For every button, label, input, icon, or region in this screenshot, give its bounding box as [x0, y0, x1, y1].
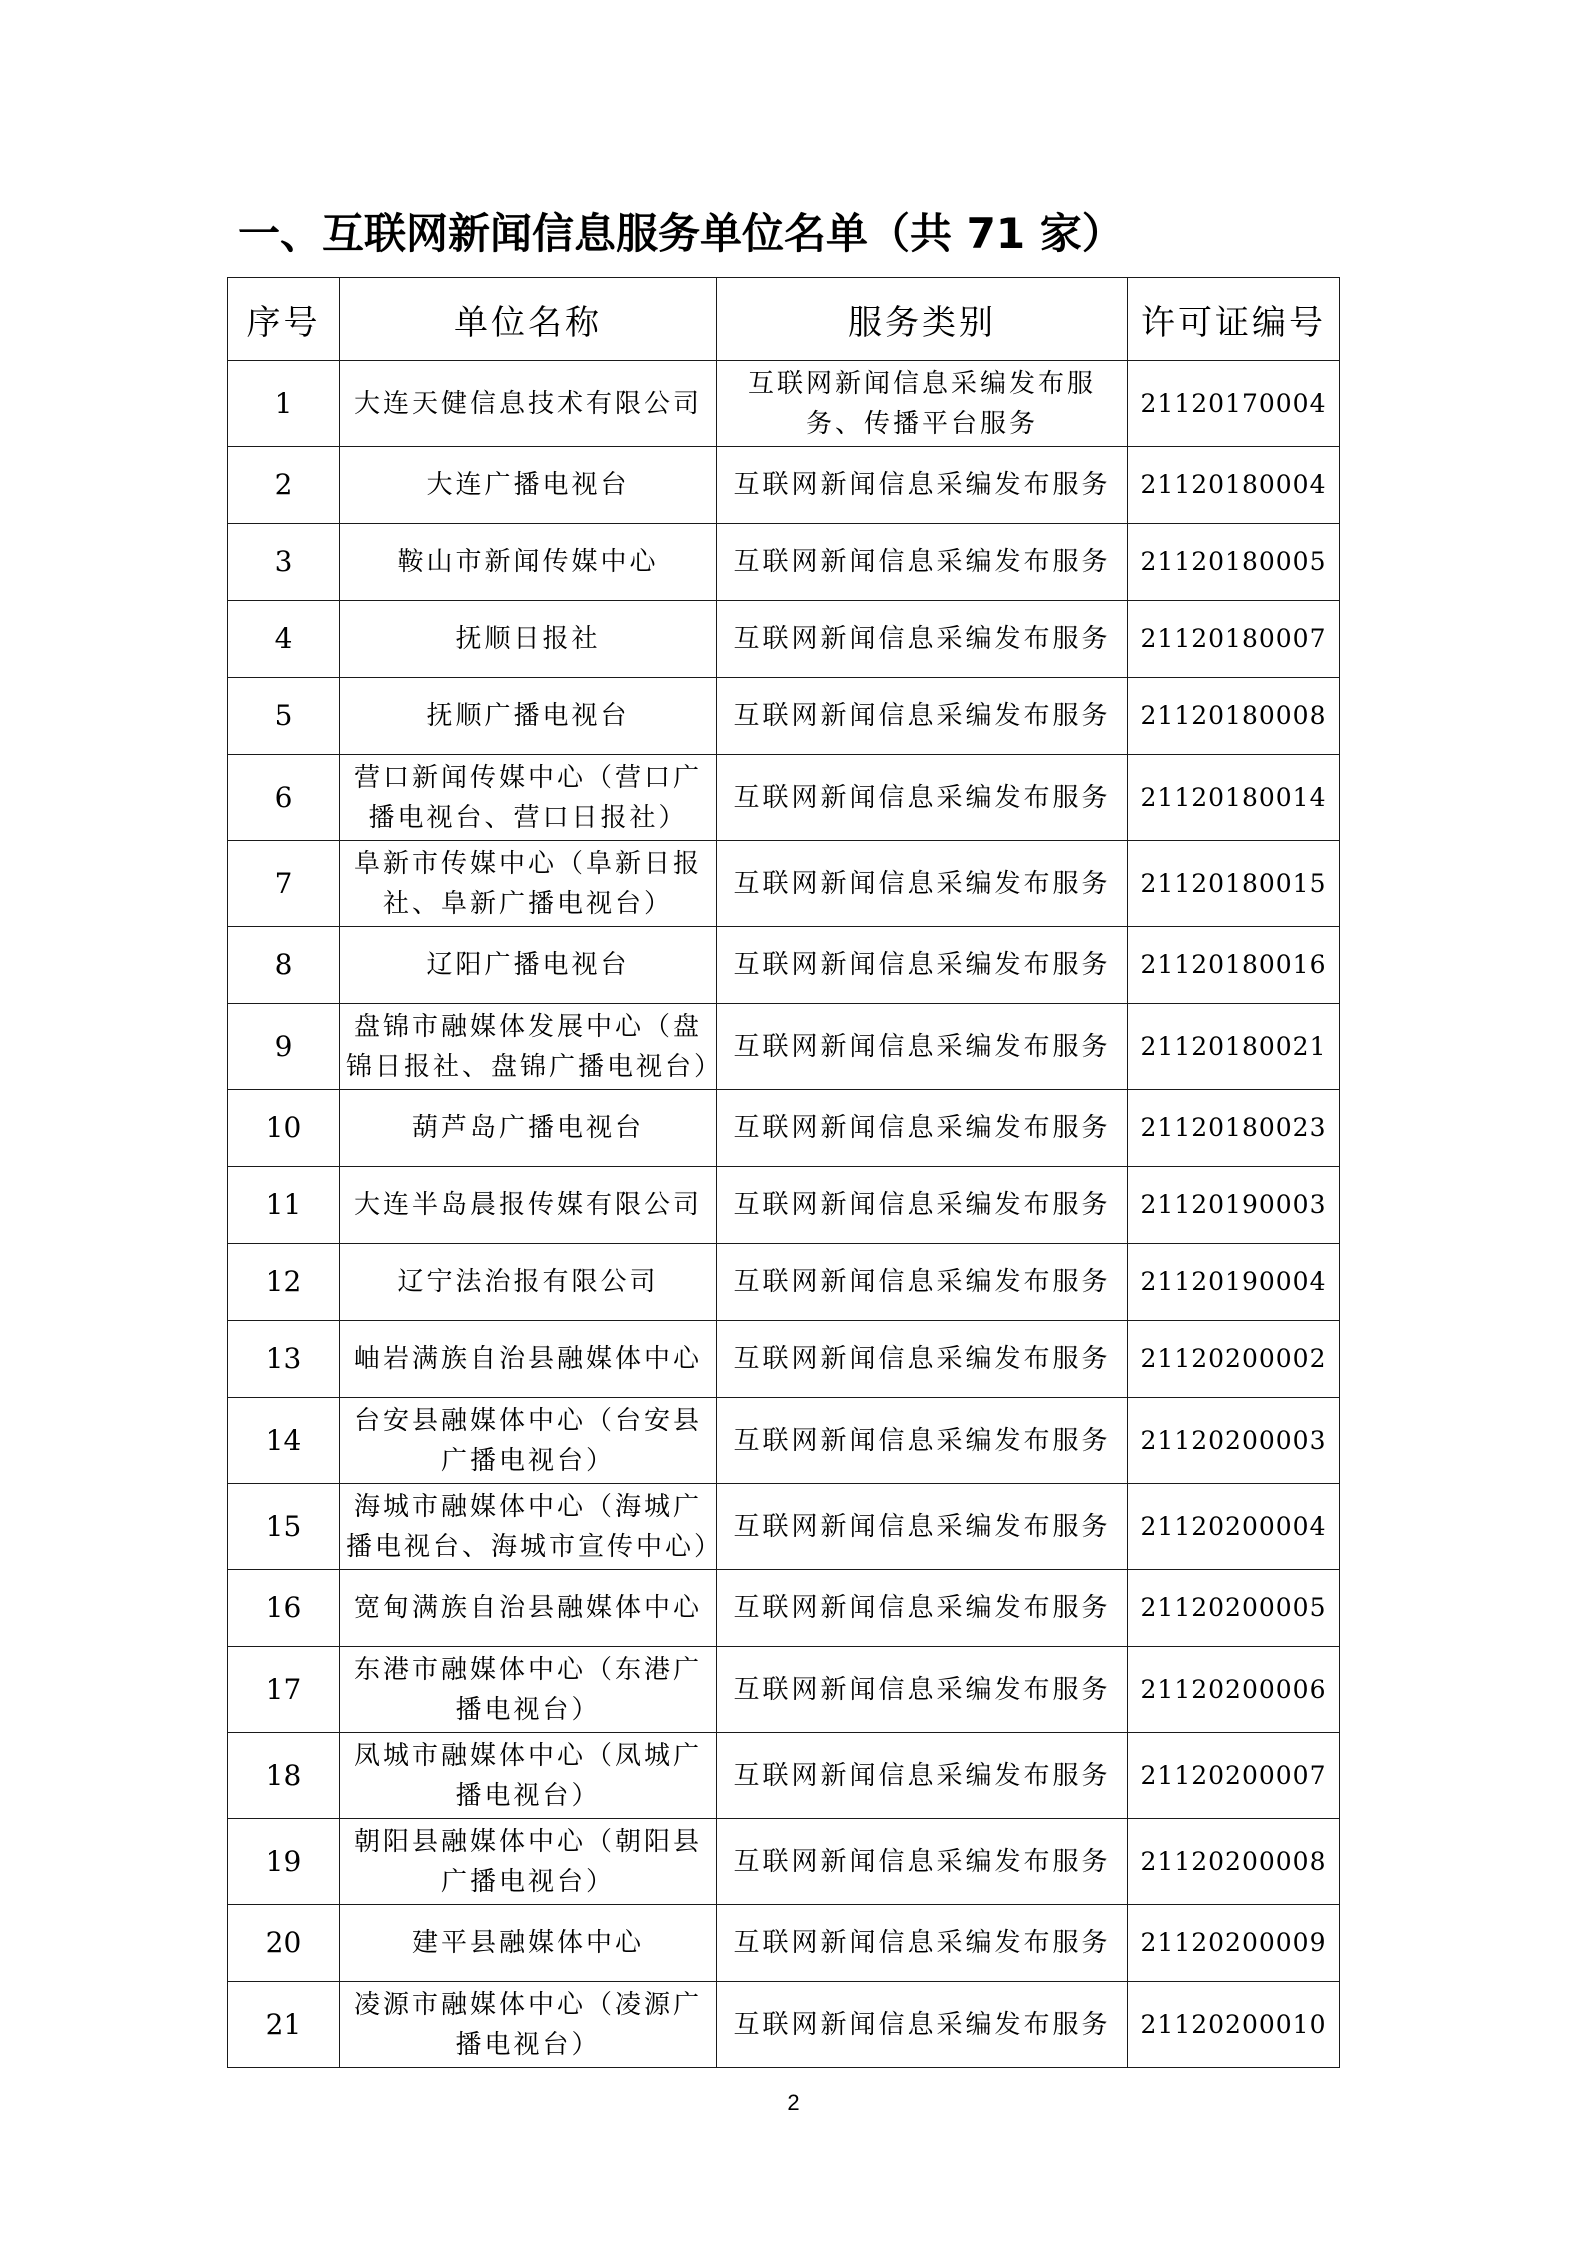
- row-license-number: 21120180005: [1128, 524, 1340, 601]
- row-license-number: 21120180021: [1128, 1004, 1340, 1090]
- row-index: 17: [228, 1647, 340, 1733]
- section-heading: 一、互联网新闻信息服务单位名单（共 71 家）: [238, 209, 1124, 258]
- table-row: [228, 1982, 1340, 2068]
- row-index: 12: [228, 1244, 340, 1321]
- row-index: 20: [228, 1905, 340, 1982]
- row-service-category: 互联网新闻信息采编发布服务: [717, 927, 1128, 1004]
- row-license-number: 21120180016: [1128, 927, 1340, 1004]
- row-unit-name: 海城市融媒体中心（海城广播电视台、海城市宣传中心）: [340, 1484, 717, 1570]
- row-service-category: 互联网新闻信息采编发布服务: [717, 1004, 1128, 1090]
- row-unit-name: 凤城市融媒体中心（凤城广播电视台）: [340, 1733, 717, 1819]
- row-unit-name: 辽阳广播电视台: [340, 927, 717, 1004]
- row-index: 9: [228, 1004, 340, 1090]
- table-row: [228, 927, 1340, 1004]
- table-row: [228, 1647, 1340, 1733]
- row-index: 21: [228, 1982, 340, 2068]
- row-unit-name: 凌源市融媒体中心（凌源广播电视台）: [340, 1982, 717, 2068]
- table-header-row: [228, 278, 1340, 361]
- row-license-number: 21120180008: [1128, 678, 1340, 755]
- row-license-number: 21120200003: [1128, 1398, 1340, 1484]
- table-row: [228, 841, 1340, 927]
- table-row: [228, 1167, 1340, 1244]
- row-license-number: 21120180004: [1128, 447, 1340, 524]
- table-body: [228, 361, 1340, 2068]
- row-index: 4: [228, 601, 340, 678]
- row-license-number: 21120170004: [1128, 361, 1340, 447]
- row-license-number: 21120200007: [1128, 1733, 1340, 1819]
- table-row: [228, 601, 1340, 678]
- table-row: [228, 361, 1340, 447]
- row-license-number: 21120200005: [1128, 1570, 1340, 1647]
- row-index: 8: [228, 927, 340, 1004]
- table-row: [228, 1733, 1340, 1819]
- row-license-number: 21120180007: [1128, 601, 1340, 678]
- row-unit-name: 鞍山市新闻传媒中心: [340, 524, 717, 601]
- row-index: 3: [228, 524, 340, 601]
- row-service-category: 互联网新闻信息采编发布服务: [717, 1647, 1128, 1733]
- row-service-category: 互联网新闻信息采编发布服务: [717, 1484, 1128, 1570]
- table-row: [228, 447, 1340, 524]
- row-service-category: 互联网新闻信息采编发布服务、传播平台服务: [717, 361, 1128, 447]
- row-license-number: 21120200010: [1128, 1982, 1340, 2068]
- row-unit-name: 建平县融媒体中心: [340, 1905, 717, 1982]
- row-service-category: 互联网新闻信息采编发布服务: [717, 1733, 1128, 1819]
- row-unit-name: 葫芦岛广播电视台: [340, 1090, 717, 1167]
- row-index: 7: [228, 841, 340, 927]
- row-index: 11: [228, 1167, 340, 1244]
- row-service-category: 互联网新闻信息采编发布服务: [717, 1819, 1128, 1905]
- row-service-category: 互联网新闻信息采编发布服务: [717, 1570, 1128, 1647]
- table-row: [228, 524, 1340, 601]
- table-row: [228, 1244, 1340, 1321]
- row-index: 1: [228, 361, 340, 447]
- page-number: 2: [787, 2090, 800, 2115]
- row-unit-name: 大连半岛晨报传媒有限公司: [340, 1167, 717, 1244]
- row-license-number: 21120180023: [1128, 1090, 1340, 1167]
- row-index: 13: [228, 1321, 340, 1398]
- table-row: [228, 1321, 1340, 1398]
- row-unit-name: 宽甸满族自治县融媒体中心: [340, 1570, 717, 1647]
- row-index: 16: [228, 1570, 340, 1647]
- row-index: 19: [228, 1819, 340, 1905]
- row-service-category: 互联网新闻信息采编发布服务: [717, 1398, 1128, 1484]
- header-index: 序号: [228, 278, 340, 361]
- row-unit-name: 营口新闻传媒中心（营口广播电视台、营口日报社）: [340, 755, 717, 841]
- row-service-category: 互联网新闻信息采编发布服务: [717, 1321, 1128, 1398]
- row-license-number: 21120200006: [1128, 1647, 1340, 1733]
- unit-list-table: [227, 277, 1340, 2068]
- row-index: 18: [228, 1733, 340, 1819]
- row-index: 14: [228, 1398, 340, 1484]
- row-unit-name: 大连广播电视台: [340, 447, 717, 524]
- header-unit-name: 单位名称: [340, 278, 717, 361]
- row-index: 15: [228, 1484, 340, 1570]
- row-unit-name: 抚顺广播电视台: [340, 678, 717, 755]
- table-row: [228, 1819, 1340, 1905]
- row-unit-name: 阜新市传媒中心（阜新日报社、阜新广播电视台）: [340, 841, 717, 927]
- row-unit-name: 大连天健信息技术有限公司: [340, 361, 717, 447]
- header-license-number: 许可证编号: [1128, 278, 1340, 361]
- row-service-category: 互联网新闻信息采编发布服务: [717, 447, 1128, 524]
- row-service-category: 互联网新闻信息采编发布服务: [717, 524, 1128, 601]
- row-service-category: 互联网新闻信息采编发布服务: [717, 1905, 1128, 1982]
- table-row: [228, 678, 1340, 755]
- header-service-category: 服务类别: [717, 278, 1128, 361]
- row-service-category: 互联网新闻信息采编发布服务: [717, 1167, 1128, 1244]
- row-service-category: 互联网新闻信息采编发布服务: [717, 678, 1128, 755]
- row-unit-name: 盘锦市融媒体发展中心（盘锦日报社、盘锦广播电视台）: [340, 1004, 717, 1090]
- row-service-category: 互联网新闻信息采编发布服务: [717, 601, 1128, 678]
- row-unit-name: 朝阳县融媒体中心（朝阳县广播电视台）: [340, 1819, 717, 1905]
- row-service-category: 互联网新闻信息采编发布服务: [717, 1244, 1128, 1321]
- row-license-number: 21120200009: [1128, 1905, 1340, 1982]
- row-service-category: 互联网新闻信息采编发布服务: [717, 1982, 1128, 2068]
- row-index: 2: [228, 447, 340, 524]
- row-license-number: 21120180015: [1128, 841, 1340, 927]
- row-service-category: 互联网新闻信息采编发布服务: [717, 841, 1128, 927]
- table-row: [228, 1090, 1340, 1167]
- table-row: [228, 1905, 1340, 1982]
- row-index: 10: [228, 1090, 340, 1167]
- row-service-category: 互联网新闻信息采编发布服务: [717, 755, 1128, 841]
- row-unit-name: 辽宁法治报有限公司: [340, 1244, 717, 1321]
- row-index: 5: [228, 678, 340, 755]
- row-service-category: 互联网新闻信息采编发布服务: [717, 1090, 1128, 1167]
- row-license-number: 21120200008: [1128, 1819, 1340, 1905]
- table-row: [228, 1570, 1340, 1647]
- row-license-number: 21120190003: [1128, 1167, 1340, 1244]
- table-row: [228, 1398, 1340, 1484]
- table-row: [228, 1004, 1340, 1090]
- row-license-number: 21120200004: [1128, 1484, 1340, 1570]
- row-index: 6: [228, 755, 340, 841]
- row-unit-name: 抚顺日报社: [340, 601, 717, 678]
- row-license-number: 21120180014: [1128, 755, 1340, 841]
- row-license-number: 21120200002: [1128, 1321, 1340, 1398]
- row-unit-name: 岫岩满族自治县融媒体中心: [340, 1321, 717, 1398]
- row-license-number: 21120190004: [1128, 1244, 1340, 1321]
- row-unit-name: 东港市融媒体中心（东港广播电视台）: [340, 1647, 717, 1733]
- row-unit-name: 台安县融媒体中心（台安县广播电视台）: [340, 1398, 717, 1484]
- table-row: [228, 1484, 1340, 1570]
- table-row: [228, 755, 1340, 841]
